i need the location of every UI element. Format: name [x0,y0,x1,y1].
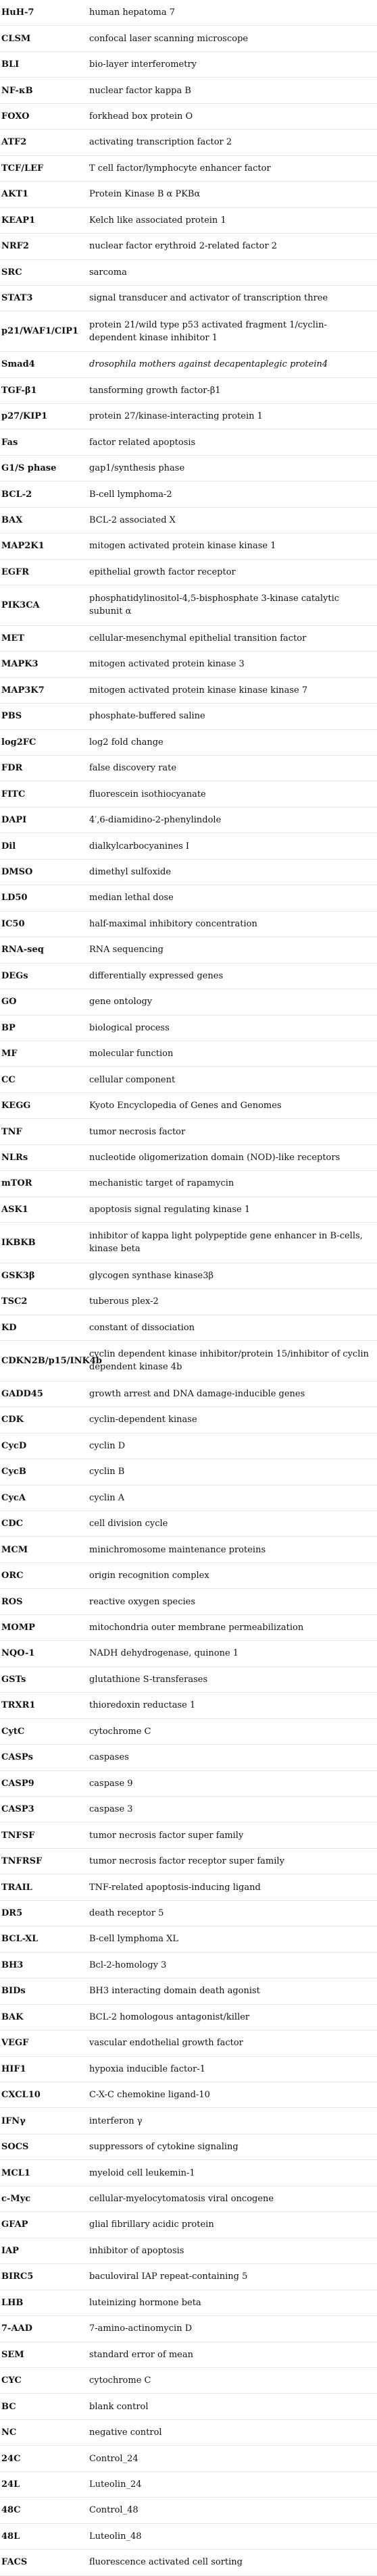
abbreviation-term: FDR [1,763,23,774]
abbreviation-row [0,1563,377,1589]
abbreviation-term: CycB [1,1467,26,1477]
abbreviation-term: SEM [1,2349,24,2360]
abbreviation-definition: T cell factor/lymphocyte enhancer factor [89,163,271,174]
abbreviation-definition: gap1/synthesis phase [89,463,185,474]
abbreviation-row [0,730,377,756]
abbreviation-term: MF [1,1049,18,1059]
abbreviation-term: p21/WAF1/CIP1 [1,326,79,337]
abbreviation-term: FITC [1,789,26,799]
abbreviation-definition: apoptosis signal regulating kinase 1 [89,1204,251,1215]
abbreviation-definition: mitogen activated protein kinase kinase kinase 7 [89,685,308,695]
abbreviation-definition: confocal laser scanning microscope [89,33,249,44]
abbreviation-term: PBS [1,711,22,722]
abbreviation-row [0,1315,377,1341]
abbreviation-row [0,756,377,781]
abbreviation-row [0,2498,377,2523]
abbreviation-term: DAPI [1,815,27,826]
abbreviation-definition: thioredoxin reductase 1 [89,1700,196,1711]
abbreviation-row [0,1901,377,1926]
abbreviation-term: TRXR1 [1,1700,36,1711]
abbreviation-definition: inhibitor of apoptosis [89,2245,184,2256]
abbreviation-row [0,182,377,207]
abbreviation-definition: BCL-2 associated X [89,515,176,525]
abbreviation-definition: caspase 3 [89,1804,133,1815]
abbreviation-row [0,560,377,585]
abbreviation-definition: nuclear factor erythroid 2-related factor 2 [89,241,278,252]
abbreviation-definition: tansforming growth factor-β1 [89,385,221,396]
abbreviation-term: DR5 [1,1908,23,1919]
abbreviation-term: NLRs [1,1153,28,1163]
abbreviation-term: MOMP [1,1623,35,1633]
abbreviation-row [0,2550,377,2575]
abbreviation-definition: dimethyl sulfoxide [89,867,172,878]
abbreviation-row [0,1171,377,1197]
abbreviation-row [0,26,377,51]
abbreviation-term: NRF2 [1,241,29,252]
abbreviation-row [0,2160,377,2186]
abbreviation-term: SOCS [1,2142,29,2153]
abbreviation-row [0,2238,377,2264]
abbreviation-row [0,1719,377,1745]
abbreviation-term: CytC [1,1726,25,1737]
abbreviation-term: HIF1 [1,2064,26,2074]
abbreviation-row [0,130,377,155]
abbreviation-definition: TNF-related apoptosis-inducing ligand [89,1882,261,1893]
abbreviation-term: GSTs [1,1674,26,1685]
abbreviation-row [0,1797,377,1822]
abbreviation-term: IAP [1,2245,19,2256]
abbreviation-row [0,2108,377,2134]
abbreviation-row [0,2342,377,2368]
abbreviation-term: G1/S phase [1,463,57,474]
abbreviation-definition: molecular function [89,1049,174,1059]
abbreviation-row [0,456,377,481]
abbreviation-row [0,1119,377,1145]
abbreviation-definition: sarcoma [89,267,127,278]
abbreviation-row [0,652,377,677]
abbreviation-row [0,2394,377,2419]
abbreviation-definition: dialkylcarbocyanines I [89,841,190,851]
abbreviation-definition: epithelial growth factor receptor [89,567,236,577]
abbreviation-row [0,833,377,859]
abbreviation-term: BIRC5 [1,2271,34,2282]
abbreviation-term: MAP3K7 [1,685,45,695]
abbreviation-term: ROS [1,1596,23,1607]
abbreviation-term: BLI [1,59,20,70]
abbreviation-row [0,937,377,963]
abbreviation-row [0,208,377,234]
abbreviation-definition: Protein Kinase B α PKBα [89,189,201,200]
abbreviation-term: TNFSF [1,1830,35,1841]
abbreviation-row [0,311,377,352]
abbreviation-definition: origin recognition complex [89,1571,209,1581]
abbreviation-term: BC [1,2401,16,2412]
abbreviation-term: 24L [1,2479,20,2490]
abbreviation-term: DMSO [1,867,33,878]
abbreviation-term: CycA [1,1492,26,1503]
abbreviation-term: MCM [1,1544,28,1555]
abbreviation-row [0,1953,377,1978]
abbreviation-definition: Control_48 [89,2505,139,2516]
abbreviation-definition: biological process [89,1022,170,1033]
abbreviation-term: TSC2 [1,1296,28,1307]
abbreviation-term: CDKN2B/p15/INK4b [1,1355,102,1366]
abbreviation-term: SRC [1,267,22,278]
abbreviation-row [0,1978,377,2004]
abbreviation-row [0,781,377,807]
abbreviation-row [0,404,377,429]
abbreviation-term: BP [1,1022,16,1033]
abbreviation-row [0,626,377,652]
abbreviation-definition: glial fibrillary acidic protein [89,2219,214,2230]
abbreviation-row [0,1926,377,1952]
abbreviation-term: BIDs [1,1986,26,1997]
abbreviation-term: Fas [1,437,18,448]
abbreviation-row [0,352,377,377]
abbreviation-row [0,2082,377,2108]
abbreviation-definition: mitochondria outer membrane permeabilization [89,1623,304,1633]
abbreviation-term: MCL1 [1,2167,30,2178]
abbreviation-term: FACS [1,2557,28,2568]
abbreviation-definition: mechanistic target of rapamycin [89,1178,234,1189]
abbreviation-definition: signal transducer and activator of transcription three [89,293,328,304]
abbreviation-definition: 4′,6-diamidino-2-phenylindole [89,815,222,826]
abbreviation-row [0,1263,377,1289]
abbreviation-row [0,2186,377,2212]
abbreviation-row [0,1537,377,1562]
abbreviation-definition: cellular component [89,1074,176,1085]
abbreviation-row [0,2030,377,2056]
abbreviation-term: NF-κB [1,85,33,96]
abbreviation-term: TCF/LEF [1,163,44,174]
abbreviation-definition: cellular-mesenchymal epithelial transition factor [89,633,307,643]
abbreviation-row [0,1041,377,1067]
abbreviation-term: BH3 [1,1960,24,1970]
abbreviation-term: mTOR [1,1178,32,1189]
abbreviation-term: CXCL10 [1,2090,41,2101]
abbreviation-term: log2FC [1,737,36,747]
abbreviation-term: LD50 [1,893,28,903]
abbreviation-definition: constant of dissociation [89,1322,195,1333]
abbreviation-definition: mitogen activated protein kinase 3 [89,659,245,670]
abbreviation-term: HuH-7 [1,7,34,18]
abbreviation-definition: suppressors of cytokine signaling [89,2142,238,2153]
abbreviation-definition: Bcl-2-homology 3 [89,1960,167,1970]
abbreviation-term: TNF [1,1126,22,1137]
abbreviation-definition: BH3 interacting domain death agonist [89,1986,260,1997]
abbreviation-definition: BCL-2 homologous antagonist/killer [89,2012,250,2022]
abbreviation-row [0,1016,377,1041]
abbreviation-term: NC [1,2427,17,2438]
abbreviation-term: IFNγ [1,2115,26,2126]
abbreviation-row [0,1641,377,1666]
abbreviation-row [0,1667,377,1693]
abbreviation-definition: C-X-C chemokine ligand-10 [89,2090,210,2101]
abbreviation-term: CDC [1,1519,23,1529]
abbreviation-row [0,1223,377,1263]
abbreviation-row [0,1093,377,1119]
abbreviation-term: PIK3CA [1,600,40,610]
abbreviation-definition: Kelch like associated protein 1 [89,215,226,226]
abbreviation-definition: cyclin-dependent kinase [89,1415,197,1425]
abbreviation-definition: growth arrest and DNA damage-inducible genes [89,1388,305,1399]
abbreviation-term: p27/KIP1 [1,411,48,422]
abbreviation-term: 24C [1,2453,21,2464]
abbreviation-row [0,1874,377,1900]
abbreviation-row [0,964,377,989]
abbreviation-definition: tumor necrosis factor super family [89,1830,244,1841]
abbreviation-row [0,2134,377,2160]
abbreviation-row [0,1511,377,1537]
abbreviation-row [0,912,377,937]
abbreviation-definition: cell division cycle [89,1519,168,1529]
abbreviation-definition: cytochrome C [89,2375,151,2386]
abbreviation-row [0,1197,377,1223]
abbreviation-row [0,2446,377,2471]
abbreviation-definition: caspase 9 [89,1778,133,1789]
abbreviation-term: ASK1 [1,1204,28,1215]
abbreviation-term: GFAP [1,2219,28,2230]
abbreviation-definition: drosophila mothers against decapentaplegic protein4 [89,359,328,370]
abbreviation-term: CC [1,1074,16,1085]
abbreviation-definition: human hepatoma 7 [89,7,175,18]
abbreviation-term: TNFRSF [1,1856,43,1867]
abbreviation-term: CycD [1,1440,27,1451]
abbreviation-definition: forkhead box protein O [89,111,193,122]
abbreviation-row [0,1382,377,1407]
abbreviation-row [0,286,377,311]
abbreviation-definition: fluorescence activated cell sorting [89,2557,243,2568]
abbreviation-term: DEGs [1,970,28,981]
abbreviation-row [0,508,377,533]
abbreviation-term: GO [1,997,17,1007]
abbreviation-row [0,429,377,455]
abbreviation-definition: myeloid cell leukemin-1 [89,2167,195,2178]
abbreviation-row [0,1407,377,1433]
abbreviation-definition: phosphatidylinositol-4,5-bisphosphate 3-kinase catalytic subunit α [89,594,340,617]
abbreviation-term: ATF2 [1,137,27,148]
abbreviation-definition: death receptor 5 [89,1908,164,1919]
abbreviation-term: ORC [1,1571,24,1581]
abbreviation-term: GADD45 [1,1388,43,1399]
abbreviation-definition: log2 fold change [89,737,164,747]
abbreviation-term: BAK [1,2012,24,2022]
abbreviation-term: MAPK3 [1,659,39,670]
abbreviation-row [0,1849,377,1874]
abbreviation-term: BAX [1,515,23,525]
abbreviation-term: VEGF [1,2038,29,2049]
abbreviation-row [0,0,377,26]
abbreviation-definition: gene ontology [89,997,153,1007]
abbreviation-row [0,704,377,729]
abbreviation-term: CASP3 [1,1804,34,1815]
abbreviation-row [0,1434,377,1459]
abbreviation-term: 7-AAD [1,2323,32,2334]
abbreviation-row [0,52,377,78]
abbreviation-definition: median lethal dose [89,893,174,903]
abbreviation-term: EGFR [1,567,30,577]
abbreviation-definition: hypoxia inducible factor-1 [89,2064,205,2074]
abbreviation-definition: standard error of mean [89,2349,193,2360]
abbreviation-definition: factor related apoptosis [89,437,196,448]
abbreviation-definition: cyclin D [89,1440,126,1451]
abbreviation-row [0,2524,377,2550]
abbreviation-row [0,260,377,286]
abbreviation-term: MET [1,633,24,643]
abbreviation-definition: B-cell lymphoma-2 [89,489,172,500]
abbreviation-row [0,1289,377,1315]
abbreviation-row [0,1693,377,1718]
abbreviation-term: KEAP1 [1,215,36,226]
abbreviation-definition: blank control [89,2401,149,2412]
abbreviation-row [0,156,377,182]
abbreviation-row [0,860,377,885]
abbreviation-row [0,2290,377,2316]
abbreviation-row [0,378,377,404]
abbreviation-term: CYC [1,2375,22,2386]
abbreviation-definition: Kyoto Encyclopedia of Genes and Genomes [89,1101,282,1111]
abbreviation-definition: cytochrome C [89,1726,151,1737]
abbreviation-term: CASP9 [1,1778,34,1789]
abbreviation-term: c-Myc [1,2194,31,2204]
abbreviation-definition: minichromosome maintenance proteins [89,1544,266,1555]
abbreviation-definition: RNA sequencing [89,945,164,955]
abbreviation-definition: NADH dehydrogenase, quinone 1 [89,1648,239,1659]
abbreviation-row [0,678,377,704]
abbreviation-definition: mitogen activated protein kinase kinase 1 [89,541,276,552]
abbreviation-row [0,2005,377,2030]
abbreviation-term: AKT1 [1,189,29,200]
abbreviation-definition: nuclear factor kappa B [89,85,191,96]
abbreviation-term: GSK3β [1,1270,35,1281]
abbreviation-definition: interferon γ [89,2115,143,2126]
abbreviation-term: 48L [1,2531,20,2542]
abbreviation-row [0,2420,377,2446]
abbreviation-term: Smad4 [1,359,35,370]
abbreviation-term: LHB [1,2297,24,2308]
abbreviation-definition: glycogen synthase kinase3β [89,1270,213,1281]
abbreviation-definition: protein 27/kinase-interacting protein 1 [89,411,263,422]
abbreviation-row [0,1822,377,1848]
abbreviation-term: FOXO [1,111,30,122]
abbreviation-row [0,1589,377,1614]
abbreviation-term: 48C [1,2505,21,2516]
abbreviation-term: KD [1,1322,17,1333]
abbreviation-term: NQO-1 [1,1648,35,1659]
abbreviation-term: MAP2K1 [1,541,45,552]
abbreviation-definition: false discovery rate [89,763,177,774]
abbreviation-definition: 7-amino-actinomycin D [89,2323,193,2334]
abbreviation-term: CASPs [1,1752,33,1763]
abbreviation-term: IC50 [1,918,25,929]
abbreviation-row [0,2264,377,2290]
abbreviation-row [0,808,377,833]
abbreviation-term: STAT3 [1,293,33,304]
abbreviation-definition: luteinizing hormone beta [89,2297,201,2308]
abbreviation-row [0,234,377,259]
abbreviation-term: Dil [1,841,16,851]
abbreviation-row [0,533,377,559]
abbreviation-definition: protein 21/wild type p53 activated fragment 1/cyclin-dependent kinase inhibitor 1 [89,319,327,343]
abbreviation-row [0,481,377,507]
abbreviation-definition: fluorescein isothiocyanate [89,789,206,799]
abbreviation-definition: half-maximal inhibitory concentration [89,918,257,929]
abbreviation-row [0,1145,377,1171]
abbreviation-row [0,885,377,911]
abbreviation-definition: differentially expressed genes [89,970,224,981]
abbreviation-term: IKBKB [1,1237,36,1248]
abbreviation-term: BCL-2 [1,489,32,500]
abbreviation-row [0,2212,377,2238]
abbreviation-row [0,1459,377,1485]
abbreviation-row [0,1615,377,1641]
abbreviation-definition: tuberous plex-2 [89,1296,159,1307]
abbreviation-term: CLSM [1,33,31,44]
abbreviation-term: RNA-seq [1,945,44,955]
abbreviation-definition: nucleotide oligomerization domain (NOD)-like receptors [89,1153,341,1163]
abbreviation-definition: glutathione S-transferases [89,1674,208,1685]
abbreviation-definition: tumor necrosis factor [89,1126,186,1137]
abbreviation-row [0,1745,377,1770]
abbreviation-row [0,2368,377,2394]
abbreviation-row [0,2472,377,2498]
abbreviation-term: BCL-XL [1,1934,39,1945]
abbreviation-row [0,1771,377,1797]
abbreviation-definition: reactive oxygen species [89,1596,196,1607]
abbreviation-definition: cyclin A [89,1492,125,1503]
abbreviation-definition: Luteolin_48 [89,2531,142,2542]
abbreviation-row [0,585,377,626]
abbreviation-definition: cyclin dependent kinase inhibitor/protein 15/inhibitor of cyclin dependent kinase 4b [89,1349,369,1373]
abbreviation-definition: phosphate-buffered saline [89,711,205,722]
abbreviation-row [0,2316,377,2342]
abbreviation-definition: B-cell lymphoma XL [89,1934,179,1945]
abbreviation-row [0,2057,377,2082]
abbreviation-row [0,104,377,130]
abbreviation-definition: tumor necrosis factor receptor super family [89,1856,284,1867]
abbreviation-definition: Control_24 [89,2453,139,2464]
abbreviation-definition: baculoviral IAP repeat-containing 5 [89,2271,248,2282]
abbreviation-row [0,78,377,103]
abbreviation-row [0,1341,377,1382]
abbreviation-definition: caspases [89,1752,129,1763]
abbreviation-term: TRAIL [1,1882,32,1893]
abbreviation-row [0,1067,377,1093]
abbreviation-definition: activating transcription factor 2 [89,137,232,148]
abbreviation-row [0,989,377,1015]
abbreviation-definition: bio-layer interferometry [89,59,197,70]
abbreviation-term: TGF-β1 [1,385,37,396]
abbreviation-definition: Luteolin_24 [89,2479,142,2490]
abbreviation-definition: vascular endothelial growth factor [89,2038,243,2049]
abbreviation-term: CDK [1,1415,24,1425]
abbreviation-definition: cellular-myelocytomatosis viral oncogene [89,2194,274,2204]
abbreviation-definition: cyclin B [89,1467,125,1477]
abbreviation-definition: negative control [89,2427,162,2438]
abbreviation-definition: inhibitor of kappa light polypeptide gene enhancer in B-cells, kinase beta [89,1231,363,1255]
abbreviation-term: KEGG [1,1101,31,1111]
abbreviation-row [0,1486,377,1511]
